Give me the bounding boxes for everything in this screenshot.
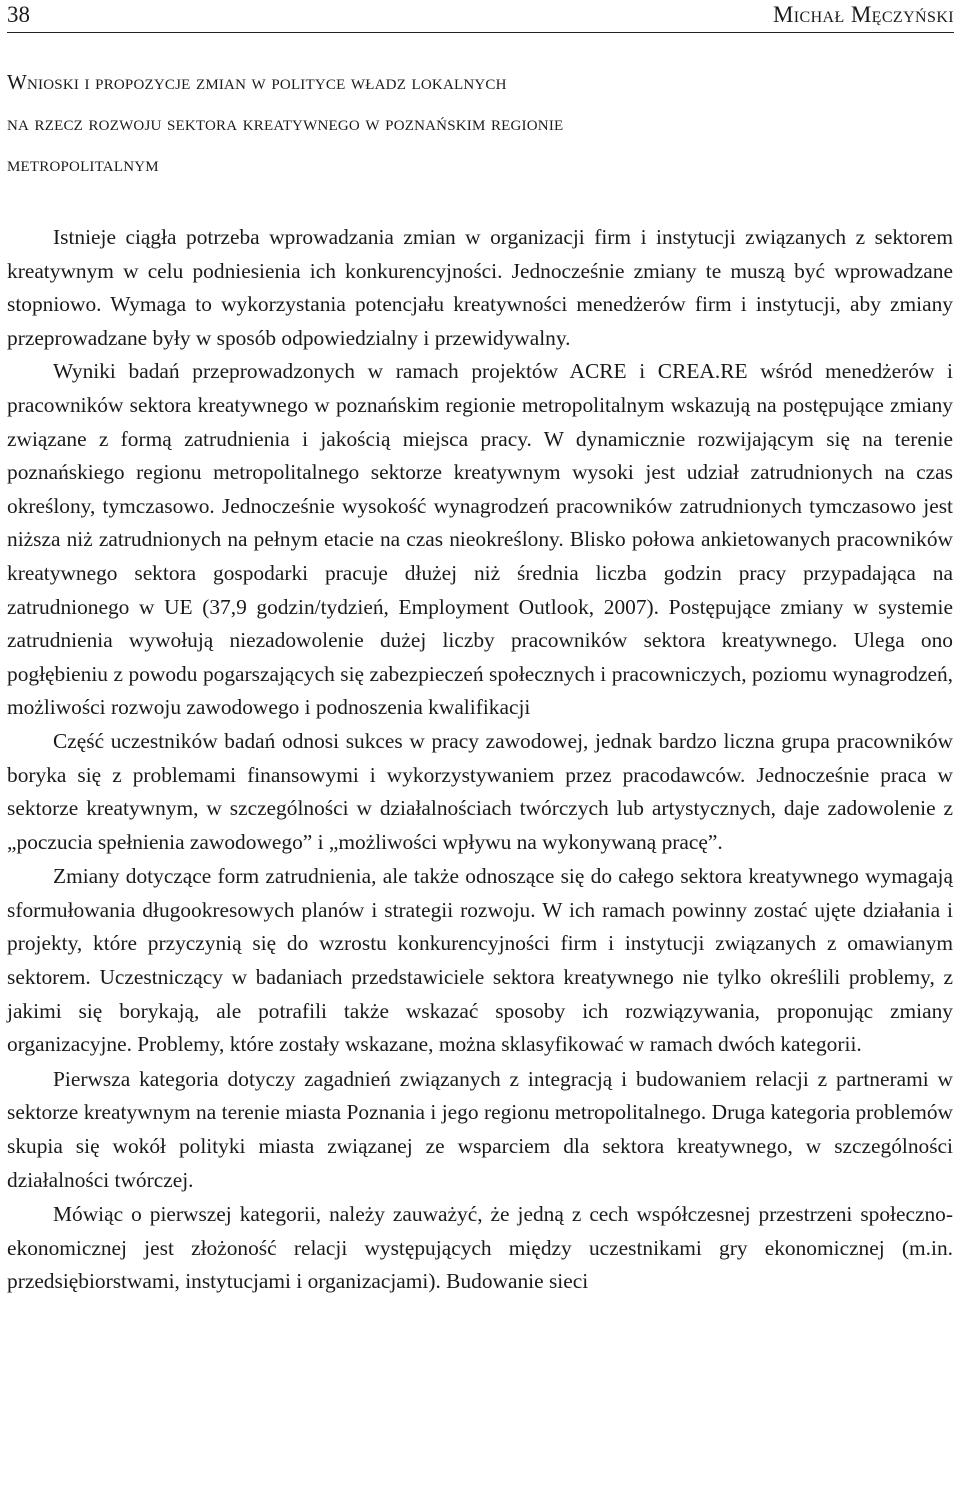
body-text — [7, 221, 953, 1299]
page-number: 38 — [7, 2, 30, 27]
running-header — [7, 0, 954, 33]
paragraph: Wyniki badań przeprowadzonych w ramach projektów ACRE i CREA.RE wśród menedżerów i pracowników sektora kreatywnego w poznańskim regionie metropolitalnym wskazują na postępujące zmiany związane z formą zatrudnienia i jakością miejsca pracy. W dynamicznie rozwijającym się na terenie poznańskiego regionu metropolitalnego sektorze kreatywnym wysoki jest udział zatrudnionych na czas określony, tymczasowo. Jednocześnie wysokość wynagrodzeń pracowników zatrudnionych tymczasowo jest niższa niż zatrudnionych na pełnym etacie na czas nieokreślony. Blisko połowa ankietowanych pracowników kreatywnego sektora gospodarki pracuje dłużej niż średnia liczba godzin pracy przypadająca na zatrudnionego w UE (37,9 godzin/tydzień, Employment Outlook, 2007). Postępujące zmiany w systemie zatrudnienia wywołują niezadowolenie dużej liczby pracowników sektora kreatywnego. Ulega ono pogłębieniu z powodu pogarszających się zabezpieczeń społecznych i pracowniczych, poziomu wynagrodzeń, możliwości rozwoju zawodowego i podnoszenia kwalifikacji — [7, 359, 953, 720]
section-title-line: Wnioski i propozycje zmian w polityce władz lokalnych — [7, 70, 507, 94]
paragraph: Część uczestników badań odnosi sukces w pracy zawodowej, jednak bardzo liczna grupa pracowników boryka się z problemami finansowymi i wykorzystywaniem przez pracodawców. Jednocześnie praca w sektorze kreatywnym, w szczególności w działalnościach twórczych lub artystycznych, daje zadowolenie z „poczucia spełnienia zawodowego” i „możliwości wpływu na wykonywaną pracę”. — [7, 728, 953, 854]
running-head-author: Michał Męczyński — [772, 2, 954, 27]
paragraph: Mówiąc o pierwszej kategorii, należy zauważyć, że jedną z cech współczesnej przestrzeni społeczno-ekonomicznej jest złożoność relacji występujących między uczestnikami gry ekonomicznej (m.in. przedsiębiorstwami, instytucjami i organizacjami). Budowanie sieci — [7, 1202, 953, 1294]
paragraph: Istnieje ciągła potrzeba wprowadzania zmian w organizacji firm i instytucji związanych z sektorem kreatywnym w celu podniesienia ich konkurencyjności. Jednocześnie zmiany te muszą być wprowadzane stopniowo. Wymaga to wykorzystania potencjału kreatywności menedżerów firm i instytucji, aby zmiany przeprowadzane były w sposób odpowiedzialny i przewidywalny. — [7, 225, 953, 350]
section-title — [7, 62, 947, 185]
section-title-line: metropolitalnym — [7, 152, 159, 176]
paragraph: Zmiany dotyczące form zatrudnienia, ale także odnoszące się do całego sektora kreatywnego wymagają sformułowania długookresowych planów i strategii rozwoju. W ich ramach powinny zostać ujęte działania i projekty, które przyczynią się do wzrostu konkurencyjności firm i instytucji związanych z omawianym sektorem. Uczestniczący w badaniach przedstawiciele sektora kreatywnego nie tylko określili problemy, z jakimi się borykają, ale potrafili także wskazać sposoby ich rozwiązywania, proponując zmiany organizacyjne. Problemy, które zostały wskazane, można sklasyfikować w ramach dwóch kategorii. — [7, 864, 953, 1057]
section-title-line: na rzecz rozwoju sektora kreatywnego w poznańskim regionie — [7, 111, 564, 135]
paragraph: Pierwsza kategoria dotyczy zagadnień związanych z integracją i budowaniem relacji z partnerami w sektorze kreatywnym na terenie miasta Poznania i jego regionu metropolitalnego. Druga kategoria problemów skupia się wokół polityki miasta związanej ze wsparciem dla sektora kreatywnego, w szczególności działalności twórczej. — [7, 1066, 953, 1192]
